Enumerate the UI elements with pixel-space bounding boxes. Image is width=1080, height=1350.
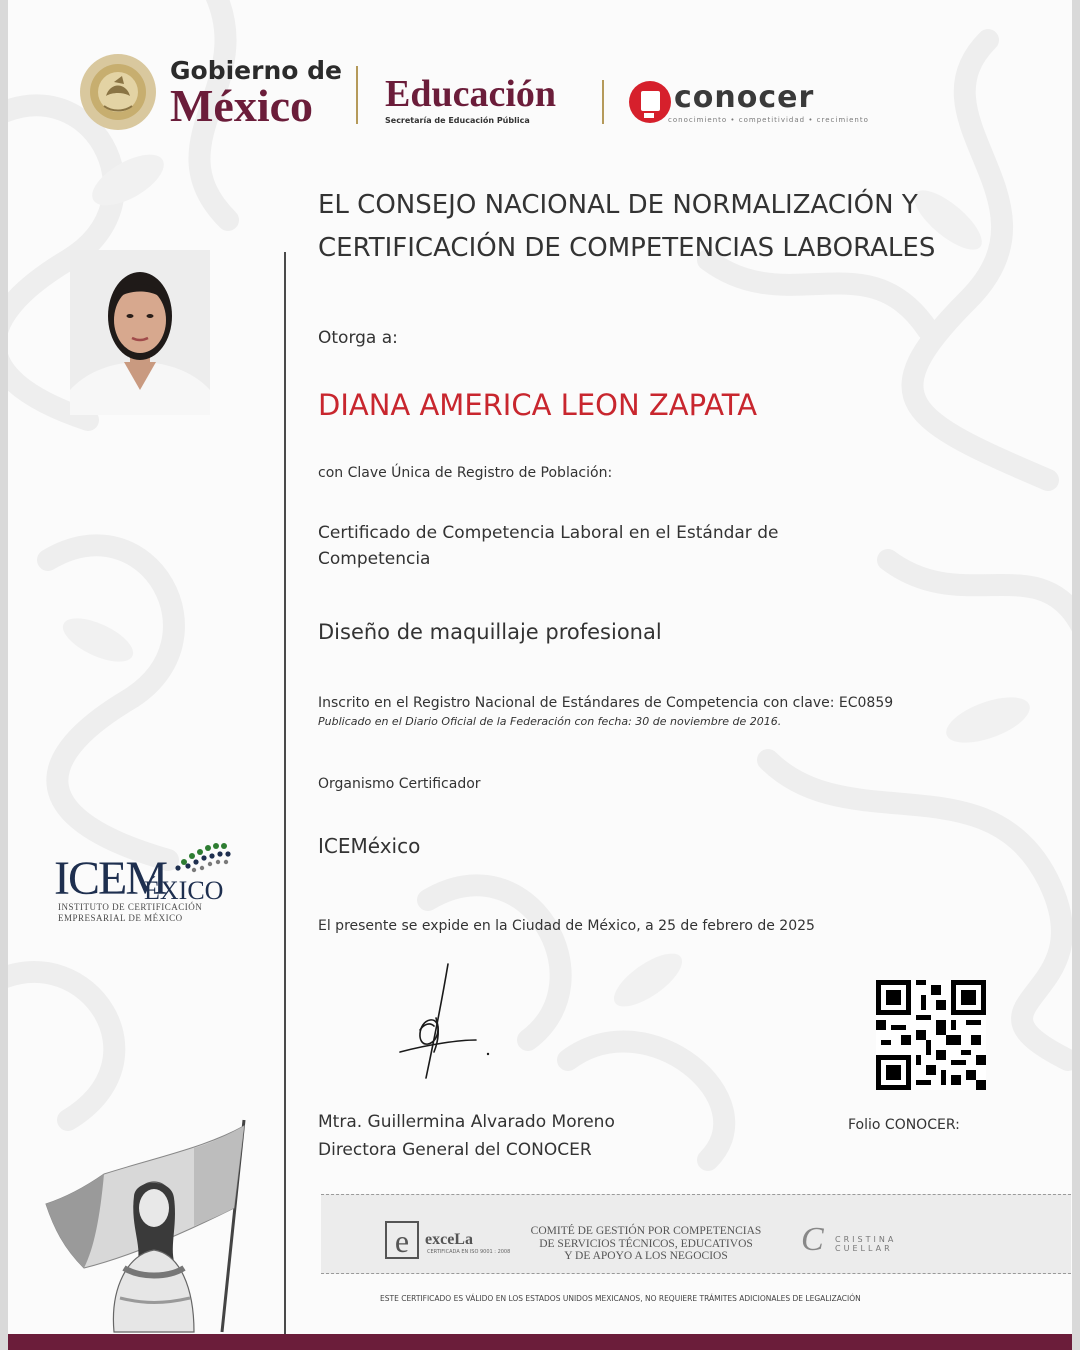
committee-line3: Y DE APOYO A LOS NEGOCIOS (564, 1250, 728, 1262)
curp-label: con Clave Única de Registro de Población: (318, 465, 613, 481)
educacion-title: Educación (385, 73, 557, 115)
competency-standard: Diseño de maquillaje profesional (318, 620, 662, 644)
council-title-line2: CERTIFICACIÓN DE COMPETENCIAS LABORALES (318, 233, 936, 263)
signer-role: Directora General del CONOCER (318, 1140, 592, 1160)
educacion-subtitle: Secretaría de Educación Pública (385, 116, 530, 125)
excela-icon: e (385, 1221, 419, 1259)
heroine-flag-illustration (44, 1118, 264, 1334)
committee-logo-text (511, 1225, 781, 1263)
cristina-line2: CUELLAR (835, 1244, 893, 1253)
cristina-cuellar-logo (801, 1221, 911, 1258)
bottom-color-bar (8, 1334, 1072, 1350)
holder-photo (70, 250, 210, 415)
conocer-tagline: conocimiento • competitividad • crecimiento (668, 116, 869, 124)
excela-iso-note: CERTIFICADA EN ISO 9001 : 2008 (427, 1249, 511, 1255)
committee-line1: COMITÉ DE GESTIÓN POR COMPETENCIAS (530, 1225, 762, 1237)
cristina-wordmark (835, 1235, 896, 1253)
header-divider (356, 66, 358, 124)
gobierno-line2: México (170, 80, 314, 131)
awarded-to-label: Otorga a: (318, 328, 398, 348)
national-seal-icon (78, 52, 158, 132)
vertical-divider (284, 252, 286, 1334)
council-title-line1: EL CONSEJO NACIONAL DE NORMALIZACIÓN Y (318, 190, 918, 220)
folio-label: Folio CONOCER: (848, 1117, 960, 1133)
icem-logo (54, 840, 234, 930)
educacion-logo (385, 74, 556, 125)
icem-mexico: ÉXICO (144, 876, 224, 905)
conocer-wordmark: conocer (674, 80, 815, 115)
icem-subtitle-line1: INSTITUTO DE CERTIFICACIÓN (58, 902, 203, 912)
recipient-name: DIANA AMERICA LEON ZAPATA (318, 388, 758, 422)
publication-note: Publicado en el Diario Oficial de la Federación con fecha: 30 de noviembre de 2016. (318, 715, 782, 728)
registry-note: Inscrito en el Registro Nacional de Estándares de Competencia con clave: EC0859 (318, 695, 894, 711)
certificate-type: Certificado de Competencia Laboral en el Estándar de Competencia (318, 523, 779, 569)
icem-wordmark: ICEM (54, 852, 166, 905)
header-divider (602, 80, 604, 124)
qr-code (876, 980, 986, 1090)
footer-partners-band (321, 1194, 1071, 1274)
excela-wordmark: exceLa (425, 1231, 473, 1248)
issue-statement: El presente se expide en la Ciudad de México, a 25 de febrero de 2025 (318, 918, 815, 934)
icem-subtitle (58, 902, 202, 924)
certifying-body-label: Organismo Certificador (318, 776, 481, 792)
icem-subtitle-line2: EMPRESARIAL DE MÉXICO (58, 913, 183, 923)
validity-note: ESTE CERTIFICADO ES VÁLIDO EN LOS ESTADOS UNIDOS MEXICANOS, NO REQUIERE TRÁMITES ADICIONALES DE LEGALIZACIÓN (380, 1294, 861, 1303)
committee-line2: DE SERVICIOS TÉCNICOS, EDUCATIVOS (539, 1237, 753, 1250)
gobierno-de-mexico-logo (78, 48, 348, 138)
gobierno-line1: Gobierno de (170, 56, 342, 85)
council-title (318, 184, 1018, 270)
certificate-page (8, 0, 1072, 1350)
signer-name: Mtra. Guillermina Alvarado Moreno (318, 1112, 615, 1132)
handwritten-signature (390, 960, 500, 1080)
conocer-emblem-icon (628, 80, 672, 124)
icem-dots-icon (164, 840, 234, 876)
cristina-monogram: C (801, 1221, 824, 1258)
cristina-line1: CRISTINA (835, 1235, 897, 1244)
certifying-body-name: ICEMéxico (318, 834, 421, 858)
